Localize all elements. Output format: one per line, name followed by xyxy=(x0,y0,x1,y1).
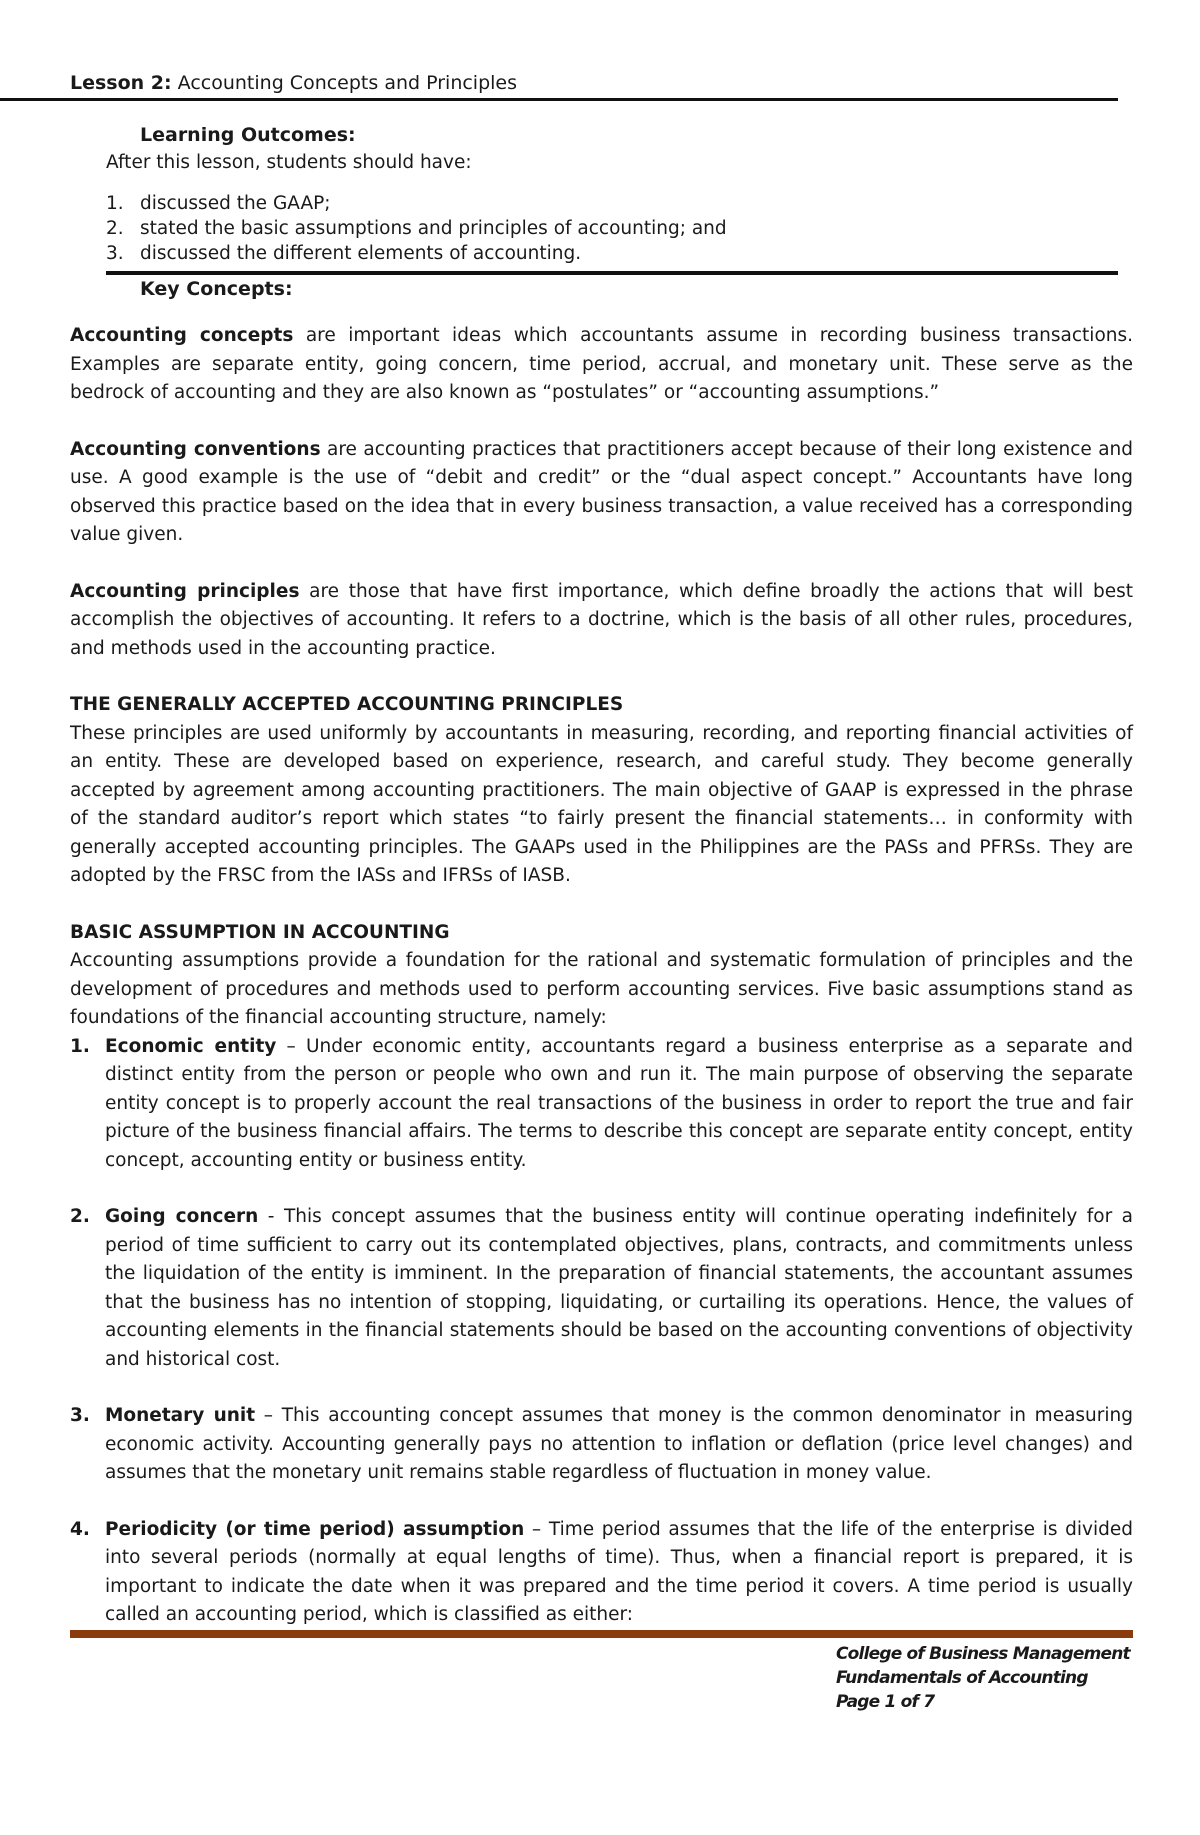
assumptions-list xyxy=(70,1033,1133,1630)
header-rule xyxy=(0,98,1118,101)
accounting-principles-paragraph: Accounting principles are those that have first importance, which define broadly the actions that will best accomplish the objectives of accounting. It refers to a doctrine, which is the basis of all other rules, procedures, and methods used in the accounting practice. xyxy=(70,580,1133,659)
outcome-item: 1. discussed the GAAP; xyxy=(106,193,331,214)
gaap-paragraph: These principles are used uniformly by accountants in measuring, recording, and reporting financial activities of an entity. These are developed based on experience, research, and careful study. They become generally accepted by agreement among accounting practitioners. The main objective of GAAP is expressed in the phrase of the standard auditor’s report which states “to fairly present the financial statements… in conformity with generally accepted accounting principles. The GAAPs used in the Philippines are the PASs and PFRSs. They are adopted by the FRSC from the IASs and IFRSs of IASB. xyxy=(70,722,1133,886)
assumptions-intro: Accounting assumptions provide a foundation for the rational and systematic formulation of principles and the development of procedures and methods used to perform accounting services. Five basic assumptions stand as foundations of the financial accounting structure, namely: xyxy=(70,950,1133,1028)
assumption-item: 2. Going concern - This concept assumes that the business entity will continue operating indefinitely for a period of time sufficient to carry out its contemplated objectives, plans, contracts, and commitments unless the liquidation of the entity is imminent. In the preparation of financial statements, the accountant assumes that the business has no intention of stopping, liquidating, or curtailing its operations. Hence, the values of accounting elements in the financial statements should be based on the accounting conventions of objectivity and historical cost. xyxy=(70,1206,1134,1370)
learning-outcomes-intro: After this lesson, students should have: xyxy=(106,152,472,173)
footer-bar xyxy=(70,1630,1133,1638)
assumption-item: 1. Economic entity – Under economic entity, accountants regard a business enterprise as a separate and distinct entity from the person or people who own and run it. The main purpose of observing the separate entity concept is to properly account the real transactions of the business in order to report the true and fair picture of the business financial affairs. The terms to describe this concept are separate entity concept, entity concept, accounting entity or business entity. xyxy=(70,1035,1133,1171)
footer-page-number: Page 1 of 7 xyxy=(836,1692,935,1712)
key-concepts-title: Key Concepts: xyxy=(140,278,293,300)
accounting-conventions-paragraph: Accounting conventions are accounting practices that practitioners accept because of their long existence and use. A good example is the use of “debit and credit” or the “dual aspect concept.” Accountants have long observed this practice based on the idea that in every business transaction, a value received has a corresponding value given. xyxy=(70,438,1133,545)
assumption-term: Monetary unit xyxy=(105,1405,256,1426)
gaap-section-title: THE GENERALLY ACCEPTED ACCOUNTING PRINCIPLES xyxy=(70,694,624,715)
lesson-title: Accounting Concepts and Principles xyxy=(177,72,518,94)
accounting-conventions-term: Accounting conventions xyxy=(70,438,321,460)
assumption-item: 3. Monetary unit – This accounting concept assumes that money is the common denominator in measuring economic activity. Accounting generally pays no attention to inflation or deflation (price level changes) and assumes that the monetary unit remains stable regardless of fluctuation in money value. xyxy=(70,1405,1133,1483)
assumptions-section-title: BASIC ASSUMPTION IN ACCOUNTING xyxy=(70,921,450,943)
lesson-label: Lesson 2: xyxy=(70,72,172,94)
section-rule xyxy=(106,271,1118,275)
accounting-concepts-paragraph: Accounting concepts are important ideas which accountants assume in recording business transactions. Examples are separate entity, going concern, time period, accrual, and monetary unit. These serve as the bedrock of accounting and they are also known as “postulates” or “accounting assumptions.” xyxy=(70,325,1134,403)
lesson-header xyxy=(70,70,517,96)
outcome-item: 3. discussed the different elements of accounting. xyxy=(106,243,582,264)
assumption-term: Going concern xyxy=(105,1206,259,1227)
assumption-term: Periodicity (or time period) assumption xyxy=(105,1518,525,1540)
learning-outcomes-list xyxy=(106,191,727,266)
footer-college: College of Business Management xyxy=(836,1644,1130,1664)
page-footer xyxy=(836,1642,1130,1714)
assumption-term: Economic entity xyxy=(105,1035,277,1057)
assumption-item: 4. Periodicity (or time period) assumption – Time period assumes that the life of the enterprise is divided into several periods (normally at equal lengths of time). Thus, when a financial report is prepared, it is important to indicate the date when it was prepared and the time period it covers. A time period is usually called an accounting period, which is classified as either: xyxy=(70,1518,1133,1625)
accounting-principles-term: Accounting principles xyxy=(70,580,300,602)
outcome-item: 2. stated the basic assumptions and principles of accounting; and xyxy=(106,218,727,239)
accounting-concepts-term: Accounting concepts xyxy=(70,325,294,346)
learning-outcomes-title: Learning Outcomes: xyxy=(140,124,356,146)
main-content xyxy=(70,322,1133,1630)
footer-course: Fundamentals of Accounting xyxy=(836,1668,1088,1688)
